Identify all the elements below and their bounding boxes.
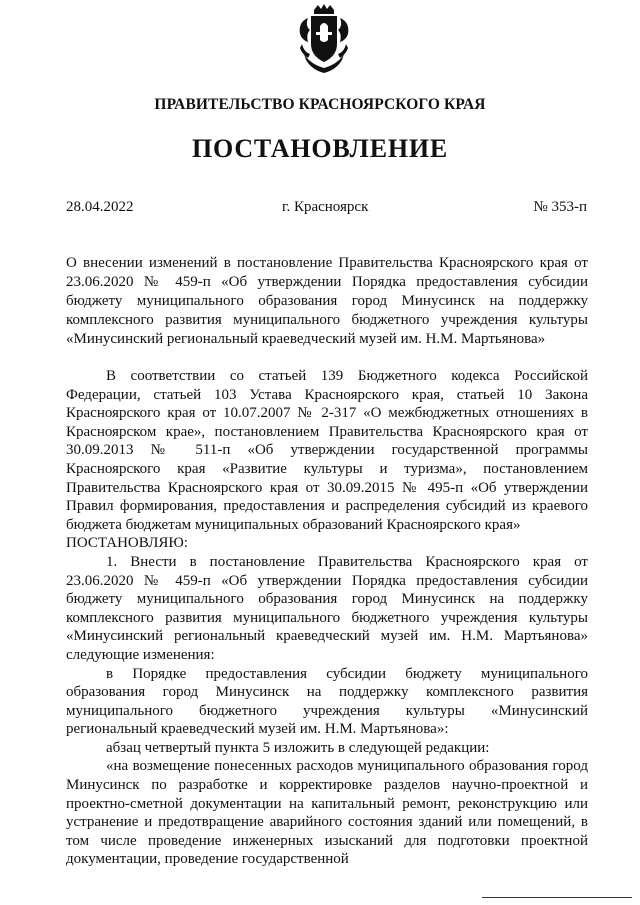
item-1-quoted-text: «на возмещение понесенных расходов муниципального образования город Минусинск по разработке и корректировке разделов научно-проектной и проектно-сметной документации на капитальный ремонт, реконструкцию или устранение и предотвращение аварийного состояния зданий или помещений, в том числе проведение инженерных изысканий для подготовки проектной документации, проведение государственной <box>66 758 588 868</box>
item-1-paragraph: 1. Внести в постановление Правительства Красноярского края от 23.06.2020 № 459-п «Об утверждении Порядка предоставления субсидии бюджету муниципального образования город Минусинск на поддержку комплексного развития муниципального бюджетного учреждения культуры «Минусинский региональный краеведческий музей им. Н.М. Мартьянова» следующие изменения: <box>66 553 588 663</box>
preamble-paragraph: В соответствии со статьей 139 Бюджетного кодекса Российской Федерации, статьей 103 Устава Красноярского края, статьей 10 Закона Красноярского края от 10.07.2007 № 2-317 «О межбюджетных отношениях в Красноярском крае», постановлением Правительства Красноярского края от 30.09.2013 № 511-п «Об утверждении государственной программы Красноярского края «Развитие культуры и туризма», постановлением Правительства Красноярского края от 30.09.2015 № 495-п «Об утверждении Правил формирования, предоставления и распределения субсидий из краевого бюджета бюджетам муниципальных образований Красноярского края» <box>66 368 588 533</box>
document-title: ПОСТАНОВЛЕНИЕ <box>191 134 449 163</box>
document-subject: О внесении изменений в постановление Правительства Красноярского края от 23.06.2020 № 459-п «Об утверждении Порядка предоставления субсидии бюджету муниципального образования город Минусинск на поддержку комплексного развития муниципального бюджетного учреждения культуры «Минусинский региональный краеведческий музей им. Н.М. Мартьянова» <box>66 255 588 347</box>
document-city: г. Красноярск <box>282 199 369 215</box>
government-name: ПРАВИТЕЛЬСТВО КРАСНОЯРСКОГО КРАЯ <box>154 96 486 113</box>
coat-of-arms-icon <box>296 4 352 74</box>
document-date: 28.04.2022 <box>66 199 134 215</box>
page-divider <box>482 897 632 898</box>
document-number: № 353-п <box>533 199 587 215</box>
item-1-paragraph-change: абзац четвертый пункта 5 изложить в следующей редакции: <box>106 739 490 756</box>
document-body <box>66 367 588 869</box>
item-1-order-paragraph: в Порядке предоставления субсидии бюджету муниципального образования город Минусинск на поддержку комплексного развития муниципального бюджетного учреждения культуры «Минусинский региональный краеведческий музей им. Н.М. Мартьянова»: <box>66 665 588 738</box>
decree-word: ПОСТАНОВЛЯЮ: <box>66 535 188 552</box>
